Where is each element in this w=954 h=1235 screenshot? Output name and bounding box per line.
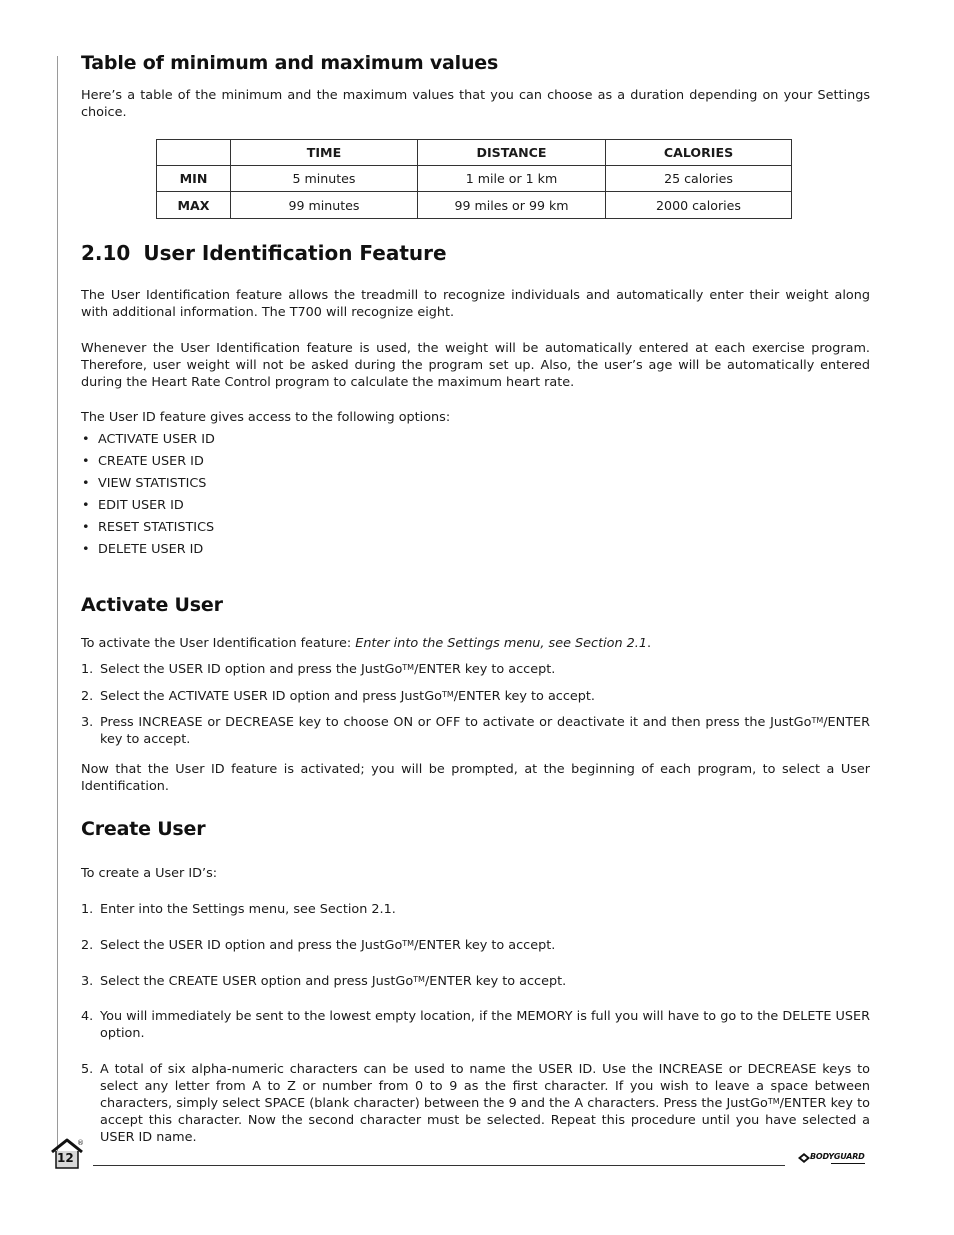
activate-steps [81,661,870,748]
list-item: • EDIT USER ID [81,497,215,519]
activate-intro-reference: Enter into the Settings menu, see Section 2.1 [355,636,647,651]
section-para-2: Whenever the User Identification feature is used, the weight will be automatically entered at each exercise program. Therefore, user weight will not be asked during the program set up. Also, the user’s age will be automatically entered during the Heart Rate Control program to calculate the maximum heart rate. [81,341,870,390]
activate-outro: Now that the User ID feature is activated; you will be prompted, at the beginning of each program, to select a User Identification. [81,762,870,794]
step-number: 2. [81,938,94,953]
options-list [81,431,215,563]
minmax-intro: Here’s a table of the minimum and the maximum values that you can choose as a duration depending on your Settings choice. [81,88,870,120]
table-row-label: MAX [157,192,231,219]
table-cell: 1 mile or 1 km [418,166,606,192]
step-number: 1. [81,902,94,917]
trademark: TM [441,690,454,699]
trademark: TM [402,939,415,948]
step-text: /ENTER key to accept. [424,974,567,989]
table-row-label: MIN [157,166,231,192]
step-number: 1. [81,662,94,677]
table-row [157,166,792,192]
table-cell: 2000 calories [606,192,792,219]
activate-heading: Activate User [81,594,223,616]
section-number: 2.10 [81,241,131,265]
trademark: TM [402,663,415,672]
step-text: /ENTER key to accept. [100,715,870,747]
create-intro: To create a User ID’s: [81,866,218,881]
left-margin-rule [57,56,58,1166]
activate-intro [81,635,870,652]
step-text: Enter into the Settings menu, see Section 2.1. [100,902,396,917]
step-text: Press INCREASE or DECREASE key to choose ON or OFF to activate or deactivate it and then press the JustGo [100,715,812,730]
create-heading: Create User [81,818,206,840]
trademark: TM [767,1097,780,1106]
section-title: User Identification Feature [143,241,447,265]
table-cell: 99 miles or 99 km [418,192,606,219]
create-steps [81,901,870,1146]
list-item: • VIEW STATISTICS [81,475,215,497]
list-item [81,1008,870,1042]
activate-intro-period: . [647,636,652,651]
table-header-cell: TIME [231,140,418,166]
minmax-heading: Table of minimum and maximum values [81,52,499,74]
trademark: TM [811,716,824,725]
step-text: You will immediately be sent to the lowest empty location, if the MEMORY is full you will have to go to the DELETE USER option. [100,1009,870,1041]
minmax-table [156,139,792,219]
list-item: • CREATE USER ID [81,453,215,475]
table-header-cell [157,140,231,166]
page-number: 12 [57,1151,74,1165]
brand-logo-text: BODYGUARD [810,1152,865,1161]
activate-intro-text: To activate the User Identification feature: [81,636,356,651]
step-number: 5. [81,1062,94,1077]
list-item: • ACTIVATE USER ID [81,431,215,453]
list-item [81,688,870,705]
section-heading [81,241,447,265]
list-item: • RESET STATISTICS [81,519,215,541]
table-cell: 99 minutes [231,192,418,219]
step-number: 3. [81,974,94,989]
list-item [81,901,870,918]
registered-mark: ® [77,1139,84,1147]
table-header-cell: CALORIES [606,140,792,166]
table-row [157,192,792,219]
list-item [81,714,870,748]
step-text: Select the ACTIVATE USER ID option and press JustGo [100,689,442,704]
step-text: /ENTER key to accept this character. Now the second character must be selected. Repeat this procedure until you have selected a USER ID name. [100,1096,870,1145]
section-para-3: The User ID feature gives access to the following options: [81,410,451,425]
list-item [81,973,870,990]
step-text: Select the USER ID option and press the JustGo [100,662,403,677]
section-para-1: The User Identification feature allows the treadmill to recognize individuals and automatically enter their weight along with additional information. The T700 will recognize eight. [81,288,870,320]
table-cell: 5 minutes [231,166,418,192]
footer-rule [93,1165,785,1166]
table-cell: 25 calories [606,166,792,192]
step-text: Select the USER ID option and press the JustGo [100,938,403,953]
step-text: A total of six alpha-numeric characters can be used to name the USER ID. Use the INCREASE or DECREASE keys to select any letter from A to Z or number from 0 to 9 as the first character. If you wish to leave a space between characters, simply select SPACE (blank character) between the 9 and the A characters. Press the JustGo [100,1062,870,1111]
step-text: /ENTER key to accept. [453,689,595,704]
step-number: 3. [81,715,94,730]
step-number: 4. [81,1009,94,1024]
step-text: /ENTER key to accept. [414,938,556,953]
step-text: /ENTER key to accept. [414,662,556,677]
trademark: TM [413,975,425,984]
list-item [81,661,870,678]
step-text: Select the CREATE USER option and press JustGo [100,974,414,989]
list-item: • DELETE USER ID [81,541,215,563]
list-item [81,937,870,954]
table-header-row [157,140,792,166]
step-number: 2. [81,689,94,704]
list-item [81,1061,870,1146]
table-header-cell: DISTANCE [418,140,606,166]
